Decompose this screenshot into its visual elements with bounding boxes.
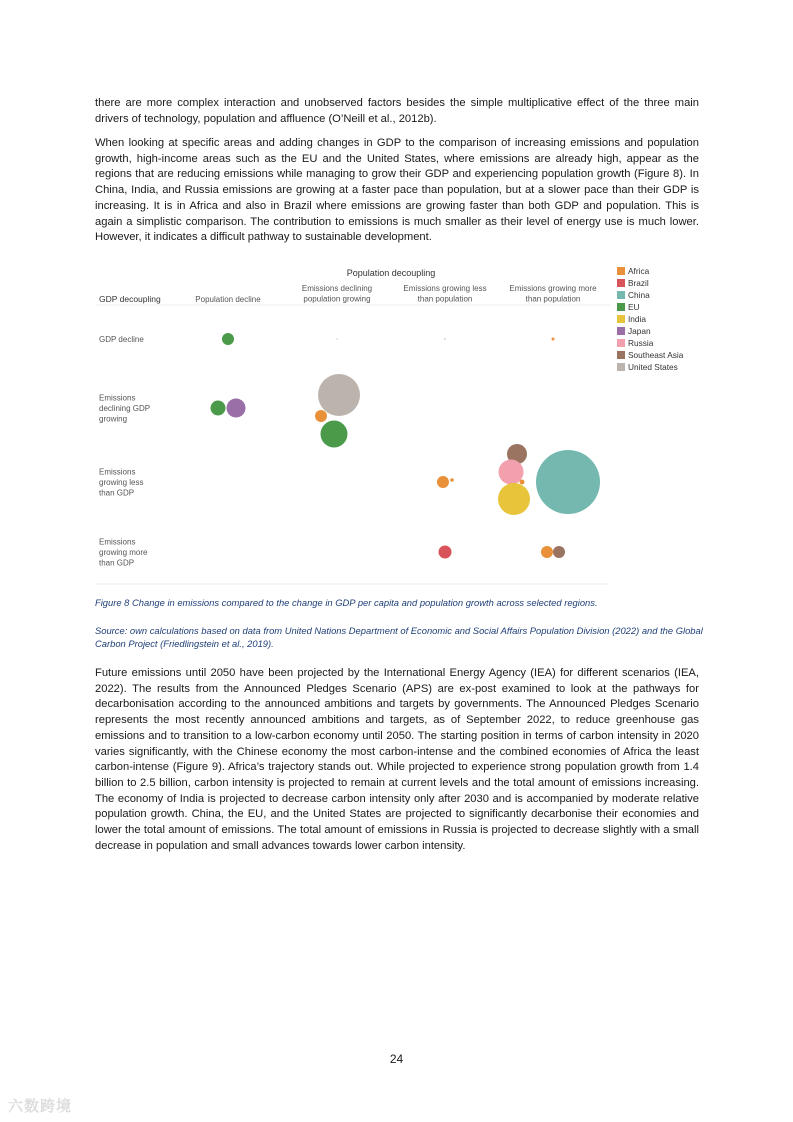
- column-labels: [195, 284, 597, 304]
- bubble-united-states: [318, 374, 360, 416]
- bubble-africa: [520, 480, 525, 485]
- bubble-africa: [315, 410, 327, 422]
- row-axis-title: GDP decoupling: [99, 294, 161, 304]
- bubble-japan: [227, 399, 246, 418]
- legend-label: Russia: [628, 338, 654, 348]
- bubble-africa: [541, 546, 553, 558]
- bubble-africa: [552, 338, 555, 341]
- bubble-africa: [450, 478, 454, 482]
- watermark-text: 六数跨境: [8, 1098, 73, 1115]
- legend-label: EU: [628, 302, 640, 312]
- page-number: 24: [389, 1052, 404, 1066]
- paragraph-1: there are more complex interaction and unobserved factors besides the simple multiplicative effect of the three main drivers of technology, population and affluence (O’Neill et al., 2012b).: [95, 97, 699, 125]
- paragraph-3: Future emissions until 2050 have been projected by the International Energy Agency (IEA) for different scenarios (IEA, 2022). The results from the Announced Pledges Scenario (APS) are ex-post examined to look at the pathways for decarbonisation according to the announced ambitions and targets by governments. The Announced Pledges Scenario represents the most recently announced ambitions and targets, as of September 2022, to reduce greenhouse gas emissions and to transition to a low-carbon economy until 2050. The starting position in terms of carbon intensity in 2020 varies significantly, with the Chinese economy the most carbon-intense and the combined economies of Africa the least carbon-intense (Figure 9). Africa’s trajectory stands out. While projected to experience strong population growth from 1.4 billion to 2.5 billion, carbon intensity is projected to remain at current levels and the total amount of emissions increasing. The economy of India is projected to decrease carbon intensity only after 2030 and is accompanied by moderate relative population growth. China, the EU, and the United States are projected to significantly decarbonise their economies and lower the total amount of emissions. The total amount of emissions in Russia is projected to decrease slightly with a small decrease in population and small advances towards lower carbon intensity.: [95, 667, 699, 852]
- legend-label: United States: [628, 362, 678, 372]
- bubble-eu: [211, 401, 226, 416]
- legend-swatch: [617, 327, 625, 335]
- legend-label: China: [628, 290, 650, 300]
- legend-swatch: [617, 279, 625, 287]
- row-labels: [99, 335, 150, 568]
- bubble-africa: [437, 476, 449, 488]
- bubble-united-states: [336, 338, 337, 339]
- figure-caption: Figure 8 Change in emissions compared to the change in GDP per capita and population growth across selected regions.: [95, 597, 598, 608]
- chart-title: Population decoupling: [346, 268, 436, 278]
- row-label: Emissions growing more than GDP: [99, 537, 148, 568]
- column-label: Emissions growing more than population: [509, 284, 597, 304]
- bubbles: [211, 333, 601, 559]
- legend-label: Brazil: [628, 278, 649, 288]
- legend-swatch: [617, 351, 625, 359]
- paragraph-2: When looking at specific areas and adding changes in GDP to the comparison of increasing emissions and population growth, high-income areas such as the EU and the United States, where emissions are already high, appear as the regions that are reducing emissions while managing to grow their GDP and experiencing population growth (Figure 8). In China, India, and Russia emissions are growing at a faster pace than population, but at a slower pace than their GDP is increasing. It is in Africa and also in Brazil where emissions are growing faster than both GDP and population. This is again a simplistic comparison. The contribution to emissions is much smaller as their level of energy use is much lower. However, it indicates a difficult pathway to sustainable development.: [95, 137, 699, 244]
- column-label: Emissions declining population growing: [301, 284, 373, 304]
- legend-label: Japan: [628, 326, 651, 336]
- legend-swatch: [617, 303, 625, 311]
- row-label: Emissions growing less than GDP: [99, 467, 144, 498]
- column-label: Population decline: [195, 295, 261, 304]
- bubble-united-states: [444, 338, 446, 340]
- bubble-india: [498, 483, 530, 515]
- legend-swatch: [617, 291, 625, 299]
- row-label: GDP decline: [99, 335, 144, 344]
- figure-source: Source: own calculations based on data from United Nations Department of Economic and Social Affairs Population Division (2022) and the Global Carbon Project (Friedlingstein et al., 2019).: [95, 625, 703, 649]
- bubble-southeast-asia: [553, 546, 565, 558]
- legend-swatch: [617, 315, 625, 323]
- bubble-chart: [90, 262, 710, 588]
- bubble-eu: [222, 333, 234, 345]
- bubble-russia: [499, 460, 524, 485]
- bubble-china: [536, 450, 600, 514]
- legend-label: India: [628, 314, 646, 324]
- legend-label: Southeast Asia: [628, 350, 684, 360]
- legend-swatch: [617, 363, 625, 371]
- legend-swatch: [617, 267, 625, 275]
- watermark-logo: [8, 1095, 72, 1116]
- bubble-eu: [321, 421, 348, 448]
- legend-swatch: [617, 339, 625, 347]
- legend-label: Africa: [628, 266, 650, 276]
- column-label: Emissions growing less than population: [403, 284, 487, 304]
- bubble-brazil: [439, 546, 452, 559]
- legend: [617, 266, 684, 372]
- row-label: Emissions declining GDP growing: [99, 393, 151, 424]
